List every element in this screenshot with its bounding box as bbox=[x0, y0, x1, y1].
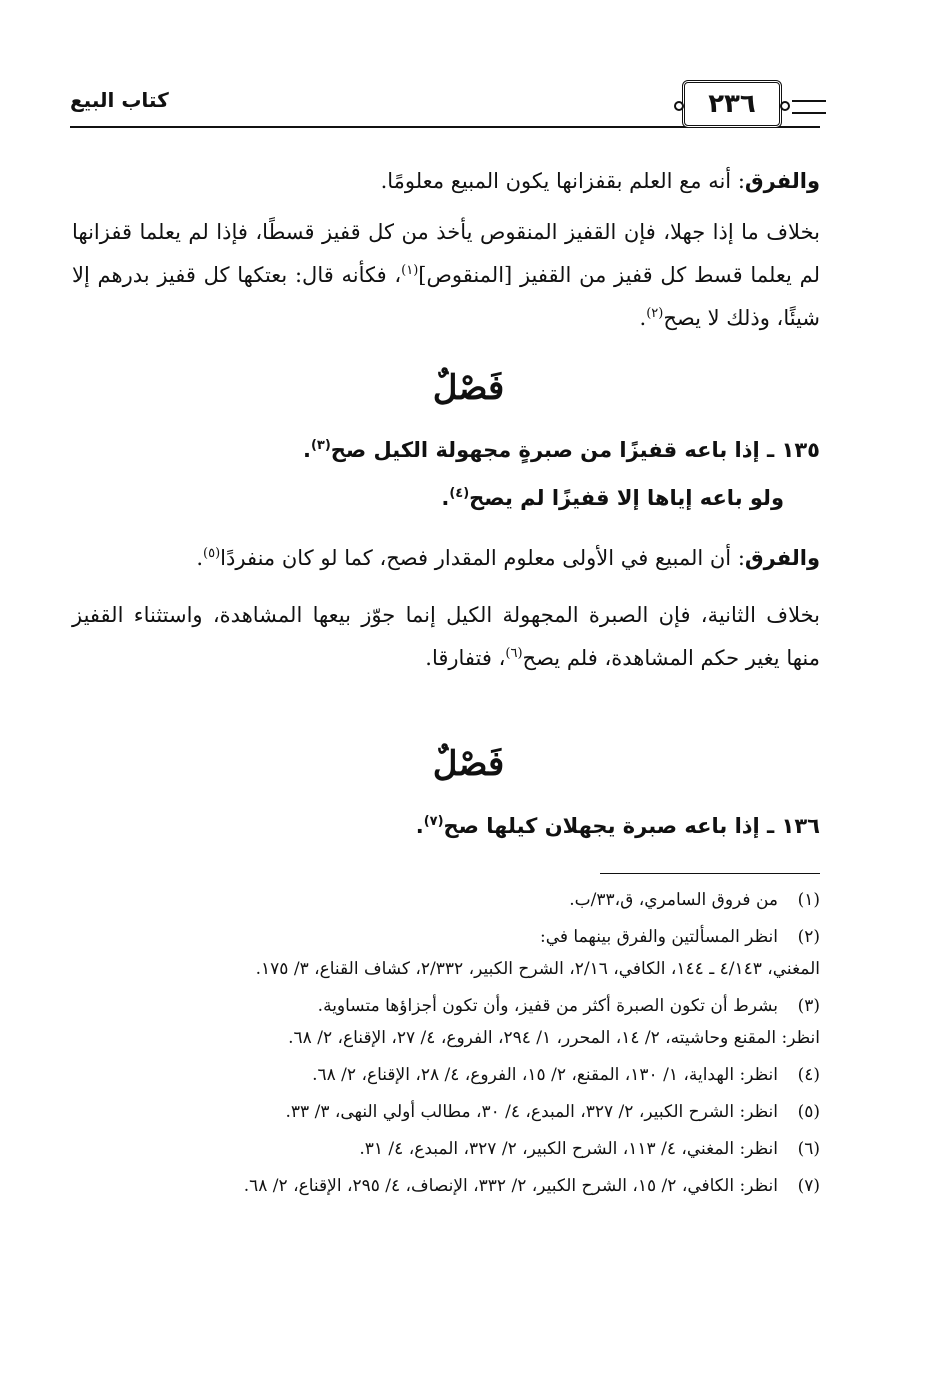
paragraph-text: بخلاف الثانية، فإن الصبرة المجهولة الكيل إنما جوّز بيعها المشاهدة، واستثناء القفيز منها يغير حكم المشاهدة، فلم يصح bbox=[72, 603, 820, 670]
footnote-item bbox=[72, 921, 820, 985]
footnote-separator bbox=[600, 873, 820, 874]
section-2 bbox=[72, 537, 820, 680]
footnote-number: (٣) bbox=[797, 996, 820, 1016]
footnote-text bbox=[72, 1133, 778, 1165]
paragraph-text: ، فتفارقا. bbox=[425, 646, 506, 670]
footnotes bbox=[72, 884, 820, 1207]
issue-text: ١٣٦ ـ إذا باعه صبرة يجهلان كيلها صح bbox=[443, 814, 820, 838]
footnote-line: انظر: الكافي، ٢/ ١٥، الشرح الكبير، ٢/ ٣٣٢، الإنصاف، ٤/ ٢٩٥، الإقناع، ٢/ ٦٨. bbox=[243, 1176, 778, 1196]
footnote-ref[interactable]: (٦) bbox=[505, 646, 523, 661]
footnote-ref[interactable]: (١) bbox=[401, 263, 419, 278]
footnote-line: المغني، ٤/١٤٣ ـ ١٤٤، الكافي، ٢/١٦، الشرح الكبير، ٢/٣٣٢، كشاف القناع، ٣/ ١٧٥. bbox=[255, 959, 820, 979]
footnote-number: (١) bbox=[797, 890, 820, 910]
paragraph-text: ، فكأنه قال: بعتكها كل قفيز بدرهم إلا شيئًا، وذلك لا يصح bbox=[72, 263, 820, 330]
farq-paragraph-2 bbox=[72, 537, 820, 580]
issue-line bbox=[72, 430, 820, 470]
footnote-item bbox=[72, 1059, 820, 1091]
footnote-number: (٥) bbox=[797, 1102, 820, 1122]
footnote-ref[interactable]: (٤) bbox=[449, 486, 470, 501]
footnote-ref[interactable]: (٥) bbox=[203, 546, 221, 561]
footnote-line: انظر: المغني، ٤/ ١١٣، الشرح الكبير، ٢/ ٣٢٧، المبدع، ٤/ ٣١. bbox=[359, 1139, 778, 1159]
issue-text: . bbox=[441, 486, 450, 510]
farq-text: : أن المبيع في الأولى معلوم المقدار فصح، كما لو كان منفردًا bbox=[220, 546, 745, 570]
section-1 bbox=[72, 160, 820, 340]
issue-line bbox=[72, 478, 820, 518]
farq-text: . bbox=[196, 546, 204, 570]
footnote-ref[interactable]: (٧) bbox=[423, 814, 444, 829]
issue-text: . bbox=[415, 814, 424, 838]
issue-text: . bbox=[302, 438, 311, 462]
footnote-line: من فروق السامري، ق،٣٣/ب. bbox=[569, 890, 778, 910]
footnote-text bbox=[72, 921, 820, 985]
footnote-line: انظر: المقنع وحاشيته، ٢/ ١٤، المحرر، ١/ ٢٩٤، الفروع، ٤/ ٢٧، الإقناع، ٢/ ٦٨. bbox=[288, 1028, 820, 1048]
contrast-paragraph-2 bbox=[72, 594, 820, 680]
footnote-ref[interactable]: (٣) bbox=[310, 438, 331, 453]
footnote-text bbox=[72, 990, 820, 1054]
farq-label: والفرق bbox=[744, 169, 820, 193]
farq-label: والفرق bbox=[744, 546, 820, 570]
running-title: كتاب البيع bbox=[70, 88, 169, 112]
page-header bbox=[70, 78, 820, 132]
issue-135 bbox=[72, 430, 820, 518]
footnote-item bbox=[72, 1170, 820, 1202]
footnote-item bbox=[72, 1133, 820, 1165]
section-heading-fasl: فَصْلٌ bbox=[432, 368, 505, 408]
footnote-text bbox=[72, 1059, 778, 1091]
issue-line bbox=[72, 806, 820, 846]
footnote-line: انظر: الهداية، ١/ ١٣٠، المقنع، ٢/ ١٥، الفروع، ٤/ ٢٨، الإقناع، ٢/ ٦٨. bbox=[312, 1065, 778, 1085]
paragraph-text: بخلاف ما إذا جهلا، فإن القفيز المنقوص يأخذ من كل قفيز قسطًا، فإذا لم يعلما قفزانها لم يعلما قسط كل قفيز من القفيز [المنقوص] bbox=[72, 220, 820, 287]
issue-136 bbox=[72, 806, 820, 846]
farq-paragraph-1 bbox=[72, 160, 820, 203]
footnote-number: (٧) bbox=[797, 1176, 820, 1196]
footnote-line: انظر المسألتين والفرق بينهما في: bbox=[540, 927, 778, 947]
footnote-number: (٦) bbox=[797, 1139, 820, 1159]
footnote-text bbox=[72, 884, 778, 916]
page-number: ٢٣٦ bbox=[682, 80, 782, 128]
issue-text: ولو باعه إياها إلا قفيزًا لم يصح bbox=[469, 486, 784, 510]
footnote-item bbox=[72, 1096, 820, 1128]
header-ornament bbox=[792, 100, 826, 114]
footnote-ref[interactable]: (٢) bbox=[646, 306, 664, 321]
footnote-text bbox=[72, 1170, 778, 1202]
footnote-number: (٤) bbox=[797, 1065, 820, 1085]
issue-text: ١٣٥ ـ إذا باعه قفيزًا من صبرةٍ مجهولة الكيل صح bbox=[330, 438, 820, 462]
footnote-line: انظر: الشرح الكبير، ٢/ ٣٢٧، المبدع، ٤/ ٣٠، مطالب أولي النهى، ٣/ ٣٣. bbox=[285, 1102, 778, 1122]
section-heading-fasl: فَصْلٌ bbox=[432, 744, 505, 784]
footnote-text bbox=[72, 1096, 778, 1128]
footnote-item bbox=[72, 990, 820, 1054]
farq-text: : أنه مع العلم بقفزانها يكون المبيع معلومًا. bbox=[380, 169, 745, 193]
footnote-item bbox=[72, 884, 820, 916]
contrast-paragraph-1 bbox=[72, 211, 820, 340]
paragraph-text: . bbox=[639, 306, 647, 330]
footnote-line: بشرط أن تكون الصبرة أكثر من قفيز، وأن تكون أجزاؤها متساوية. bbox=[317, 996, 778, 1016]
footnote-number: (٢) bbox=[797, 927, 820, 947]
